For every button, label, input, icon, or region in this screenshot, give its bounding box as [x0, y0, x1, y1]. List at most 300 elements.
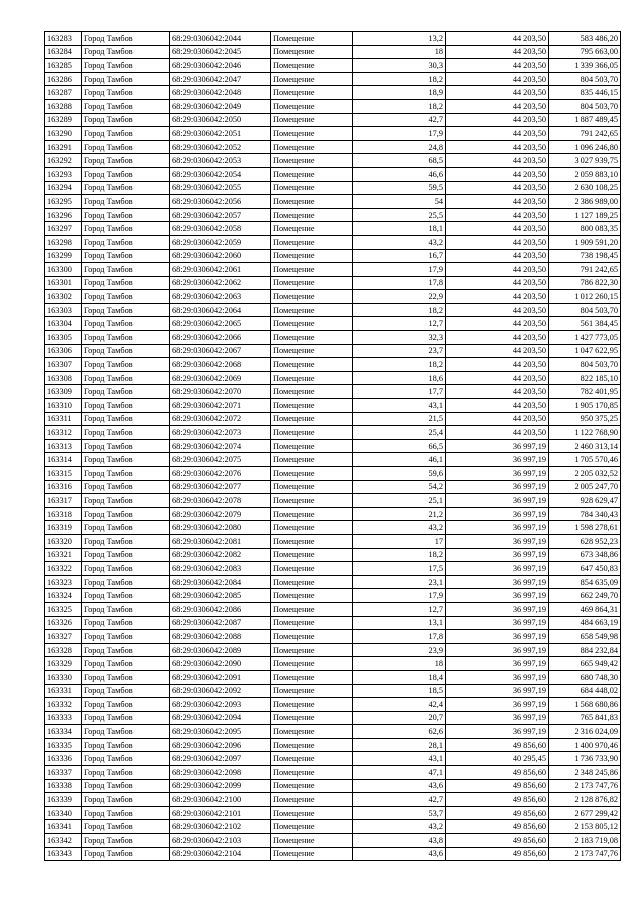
- table-row: [45, 140, 621, 154]
- cadastral-number-cell: 68:29:0306042:2076: [170, 467, 271, 481]
- area-cell: 17,8: [353, 630, 446, 644]
- price-per-sqm-cell: 36 997,19: [446, 521, 549, 535]
- city-cell: Город Тамбов: [82, 698, 170, 712]
- area-cell: 18,2: [353, 548, 446, 562]
- cadastral-number-cell: 68:29:0306042:2098: [170, 766, 271, 780]
- area-cell: 54,2: [353, 480, 446, 494]
- object-type-cell: Помещение: [271, 752, 353, 766]
- cadastral-number-cell: 68:29:0306042:2094: [170, 711, 271, 725]
- cadastral-number-cell: 68:29:0306042:2046: [170, 59, 271, 73]
- table-row: [45, 534, 621, 548]
- price-per-sqm-cell: 44 203,50: [446, 235, 549, 249]
- object-type-cell: Помещение: [271, 412, 353, 426]
- price-per-sqm-cell: 44 203,50: [446, 181, 549, 195]
- record-id-cell: 163312: [45, 426, 82, 440]
- cadastral-value-cell: 665 949,42: [549, 657, 621, 671]
- cadastral-value-cell: 1 127 189,25: [549, 208, 621, 222]
- cadastral-value-cell: 765 841,83: [549, 711, 621, 725]
- city-cell: Город Тамбов: [82, 752, 170, 766]
- cadastral-value-cell: 662 249,70: [549, 589, 621, 603]
- city-cell: Город Тамбов: [82, 317, 170, 331]
- cadastral-number-cell: 68:29:0306042:2096: [170, 738, 271, 752]
- cadastral-number-cell: 68:29:0306042:2074: [170, 439, 271, 453]
- area-cell: 18,2: [353, 358, 446, 372]
- area-cell: 18,2: [353, 99, 446, 113]
- cadastral-value-cell: 804 503,70: [549, 303, 621, 317]
- record-id-cell: 163301: [45, 276, 82, 290]
- record-id-cell: 163342: [45, 834, 82, 848]
- record-id-cell: 163333: [45, 711, 82, 725]
- record-id-cell: 163334: [45, 725, 82, 739]
- table-row: [45, 72, 621, 86]
- area-cell: 17,8: [353, 276, 446, 290]
- table-row: [45, 317, 621, 331]
- table-row: [45, 616, 621, 630]
- area-cell: 12,7: [353, 317, 446, 331]
- record-id-cell: 163319: [45, 521, 82, 535]
- cadastral-number-cell: 68:29:0306042:2087: [170, 616, 271, 630]
- object-type-cell: Помещение: [271, 181, 353, 195]
- object-type-cell: Помещение: [271, 385, 353, 399]
- price-per-sqm-cell: 49 856,60: [446, 738, 549, 752]
- cadastral-number-cell: 68:29:0306042:2048: [170, 86, 271, 100]
- city-cell: Город Тамбов: [82, 711, 170, 725]
- record-id-cell: 163311: [45, 412, 82, 426]
- record-id-cell: 163316: [45, 480, 82, 494]
- cadastral-number-cell: 68:29:0306042:2069: [170, 371, 271, 385]
- object-type-cell: Помещение: [271, 276, 353, 290]
- object-type-cell: Помещение: [271, 507, 353, 521]
- city-cell: Город Тамбов: [82, 643, 170, 657]
- cadastral-number-cell: 68:29:0306042:2052: [170, 140, 271, 154]
- price-per-sqm-cell: 40 295,45: [446, 752, 549, 766]
- object-type-cell: Помещение: [271, 127, 353, 141]
- record-id-cell: 163288: [45, 99, 82, 113]
- price-per-sqm-cell: 36 997,19: [446, 575, 549, 589]
- table-row: [45, 167, 621, 181]
- record-id-cell: 163336: [45, 752, 82, 766]
- city-cell: Город Тамбов: [82, 154, 170, 168]
- table-row: [45, 45, 621, 59]
- cadastral-value-cell: 800 083,35: [549, 222, 621, 236]
- table-row: [45, 385, 621, 399]
- object-type-cell: Помещение: [271, 45, 353, 59]
- cadastral-number-cell: 68:29:0306042:2057: [170, 208, 271, 222]
- area-cell: 43,2: [353, 235, 446, 249]
- table-row: [45, 589, 621, 603]
- object-type-cell: Помещение: [271, 331, 353, 345]
- area-cell: 23,7: [353, 344, 446, 358]
- city-cell: Город Тамбов: [82, 113, 170, 127]
- area-cell: 21,2: [353, 507, 446, 521]
- area-cell: 18: [353, 45, 446, 59]
- cadastral-number-cell: 68:29:0306042:2091: [170, 670, 271, 684]
- cadastral-number-cell: 68:29:0306042:2058: [170, 222, 271, 236]
- record-id-cell: 163329: [45, 657, 82, 671]
- price-per-sqm-cell: 36 997,19: [446, 480, 549, 494]
- city-cell: Город Тамбов: [82, 534, 170, 548]
- cadastral-number-cell: 68:29:0306042:2059: [170, 235, 271, 249]
- area-cell: 42,4: [353, 698, 446, 712]
- cadastral-value-cell: 2 059 883,10: [549, 167, 621, 181]
- record-id-cell: 163339: [45, 793, 82, 807]
- area-cell: 18,1: [353, 222, 446, 236]
- price-per-sqm-cell: 44 203,50: [446, 86, 549, 100]
- city-cell: Город Тамбов: [82, 72, 170, 86]
- city-cell: Город Тамбов: [82, 222, 170, 236]
- table-row: [45, 127, 621, 141]
- cadastral-value-cell: 2 183 719,08: [549, 834, 621, 848]
- record-id-cell: 163302: [45, 290, 82, 304]
- city-cell: Город Тамбов: [82, 834, 170, 848]
- area-cell: 17,7: [353, 385, 446, 399]
- price-per-sqm-cell: 44 203,50: [446, 127, 549, 141]
- city-cell: Город Тамбов: [82, 439, 170, 453]
- object-type-cell: Помещение: [271, 467, 353, 481]
- table-row: [45, 249, 621, 263]
- city-cell: Город Тамбов: [82, 99, 170, 113]
- object-type-cell: Помещение: [271, 371, 353, 385]
- object-type-cell: Помещение: [271, 195, 353, 209]
- table-row: [45, 711, 621, 725]
- city-cell: Город Тамбов: [82, 331, 170, 345]
- cadastral-number-cell: 68:29:0306042:2095: [170, 725, 271, 739]
- area-cell: 53,7: [353, 806, 446, 820]
- record-id-cell: 163330: [45, 670, 82, 684]
- cadastral-number-cell: 68:29:0306042:2068: [170, 358, 271, 372]
- table-row: [45, 290, 621, 304]
- cadastral-value-cell: 1 705 570,46: [549, 453, 621, 467]
- record-id-cell: 163291: [45, 140, 82, 154]
- table-row: [45, 303, 621, 317]
- cadastral-number-cell: 68:29:0306042:2085: [170, 589, 271, 603]
- area-cell: 18: [353, 657, 446, 671]
- table-row: [45, 99, 621, 113]
- table-row: [45, 59, 621, 73]
- cadastral-number-cell: 68:29:0306042:2079: [170, 507, 271, 521]
- cadastral-value-cell: 2 173 747,76: [549, 847, 621, 861]
- city-cell: Город Тамбов: [82, 521, 170, 535]
- object-type-cell: Помещение: [271, 847, 353, 861]
- cadastral-value-cell: 1 905 170,85: [549, 399, 621, 413]
- price-per-sqm-cell: 44 203,50: [446, 371, 549, 385]
- city-cell: Город Тамбов: [82, 820, 170, 834]
- cadastral-value-cell: 583 486,20: [549, 32, 621, 46]
- cadastral-value-cell: 738 198,45: [549, 249, 621, 263]
- cadastral-value-cell: 1 598 278,61: [549, 521, 621, 535]
- record-id-cell: 163287: [45, 86, 82, 100]
- record-id-cell: 163284: [45, 45, 82, 59]
- object-type-cell: Помещение: [271, 698, 353, 712]
- record-id-cell: 163289: [45, 113, 82, 127]
- cadastral-number-cell: 68:29:0306042:2090: [170, 657, 271, 671]
- price-per-sqm-cell: 36 997,19: [446, 698, 549, 712]
- record-id-cell: 163286: [45, 72, 82, 86]
- cadastral-number-cell: 68:29:0306042:2044: [170, 32, 271, 46]
- record-id-cell: 163340: [45, 806, 82, 820]
- record-id-cell: 163285: [45, 59, 82, 73]
- price-per-sqm-cell: 49 856,60: [446, 847, 549, 861]
- cadastral-number-cell: 68:29:0306042:2101: [170, 806, 271, 820]
- record-id-cell: 163303: [45, 303, 82, 317]
- object-type-cell: Помещение: [271, 684, 353, 698]
- cadastral-number-cell: 68:29:0306042:2081: [170, 534, 271, 548]
- table-row: [45, 453, 621, 467]
- object-type-cell: Помещение: [271, 657, 353, 671]
- cadastral-value-cell: 1 122 768,90: [549, 426, 621, 440]
- price-per-sqm-cell: 44 203,50: [446, 154, 549, 168]
- cadastral-number-cell: 68:29:0306042:2053: [170, 154, 271, 168]
- price-per-sqm-cell: 36 997,19: [446, 548, 549, 562]
- record-id-cell: 163293: [45, 167, 82, 181]
- cadastral-value-cell: 561 384,45: [549, 317, 621, 331]
- table-row: [45, 86, 621, 100]
- price-per-sqm-cell: 44 203,50: [446, 195, 549, 209]
- cadastral-value-cell: 854 635,09: [549, 575, 621, 589]
- object-type-cell: Помещение: [271, 711, 353, 725]
- price-per-sqm-cell: 44 203,50: [446, 303, 549, 317]
- area-cell: 13,1: [353, 616, 446, 630]
- area-cell: 25,1: [353, 494, 446, 508]
- city-cell: Город Тамбов: [82, 507, 170, 521]
- price-per-sqm-cell: 44 203,50: [446, 208, 549, 222]
- area-cell: 17,5: [353, 562, 446, 576]
- area-cell: 24,8: [353, 140, 446, 154]
- cadastral-value-cell: 2 386 989,00: [549, 195, 621, 209]
- city-cell: Город Тамбов: [82, 548, 170, 562]
- price-per-sqm-cell: 44 203,50: [446, 412, 549, 426]
- cadastral-number-cell: 68:29:0306042:2072: [170, 412, 271, 426]
- price-per-sqm-cell: 44 203,50: [446, 113, 549, 127]
- price-per-sqm-cell: 44 203,50: [446, 290, 549, 304]
- area-cell: 54: [353, 195, 446, 209]
- cadastral-value-cell: 804 503,70: [549, 99, 621, 113]
- price-per-sqm-cell: 44 203,50: [446, 385, 549, 399]
- cadastral-value-cell: 469 864,31: [549, 602, 621, 616]
- cadastral-number-cell: 68:29:0306042:2097: [170, 752, 271, 766]
- cadastral-number-cell: 68:29:0306042:2093: [170, 698, 271, 712]
- record-id-cell: 163304: [45, 317, 82, 331]
- object-type-cell: Помещение: [271, 834, 353, 848]
- city-cell: Город Тамбов: [82, 45, 170, 59]
- cadastral-value-cell: 1 736 733,90: [549, 752, 621, 766]
- area-cell: 46,1: [353, 453, 446, 467]
- area-cell: 16,7: [353, 249, 446, 263]
- cadastral-value-cell: 1 427 773,05: [549, 331, 621, 345]
- table-row: [45, 521, 621, 535]
- object-type-cell: Помещение: [271, 534, 353, 548]
- object-type-cell: Помещение: [271, 725, 353, 739]
- price-per-sqm-cell: 36 997,19: [446, 643, 549, 657]
- price-per-sqm-cell: 36 997,19: [446, 453, 549, 467]
- price-per-sqm-cell: 49 856,60: [446, 834, 549, 848]
- cadastral-number-cell: 68:29:0306042:2080: [170, 521, 271, 535]
- city-cell: Город Тамбов: [82, 657, 170, 671]
- record-id-cell: 163309: [45, 385, 82, 399]
- cadastral-value-cell: 786 822,30: [549, 276, 621, 290]
- object-type-cell: Помещение: [271, 738, 353, 752]
- object-type-cell: Помещение: [271, 766, 353, 780]
- city-cell: Город Тамбов: [82, 249, 170, 263]
- record-id-cell: 163315: [45, 467, 82, 481]
- area-cell: 43,2: [353, 521, 446, 535]
- area-cell: 46,6: [353, 167, 446, 181]
- table-row: [45, 412, 621, 426]
- cadastral-value-cell: 484 663,19: [549, 616, 621, 630]
- price-per-sqm-cell: 44 203,50: [446, 99, 549, 113]
- table-row: [45, 222, 621, 236]
- cadastral-number-cell: 68:29:0306042:2089: [170, 643, 271, 657]
- cadastral-number-cell: 68:29:0306042:2061: [170, 263, 271, 277]
- object-type-cell: Помещение: [271, 99, 353, 113]
- object-type-cell: Помещение: [271, 453, 353, 467]
- cadastral-number-cell: 68:29:0306042:2047: [170, 72, 271, 86]
- table-row: [45, 766, 621, 780]
- table-row: [45, 643, 621, 657]
- property-table: [44, 31, 621, 861]
- area-cell: 43,8: [353, 834, 446, 848]
- record-id-cell: 163331: [45, 684, 82, 698]
- table-row: [45, 752, 621, 766]
- area-cell: 30,3: [353, 59, 446, 73]
- table-row: [45, 181, 621, 195]
- table-row: [45, 344, 621, 358]
- price-per-sqm-cell: 49 856,60: [446, 779, 549, 793]
- city-cell: Город Тамбов: [82, 263, 170, 277]
- cadastral-number-cell: 68:29:0306042:2062: [170, 276, 271, 290]
- city-cell: Город Тамбов: [82, 208, 170, 222]
- cadastral-value-cell: 1 568 680,86: [549, 698, 621, 712]
- object-type-cell: Помещение: [271, 630, 353, 644]
- object-type-cell: Помещение: [271, 290, 353, 304]
- price-per-sqm-cell: 36 997,19: [446, 534, 549, 548]
- area-cell: 18,2: [353, 72, 446, 86]
- city-cell: Город Тамбов: [82, 616, 170, 630]
- cadastral-number-cell: 68:29:0306042:2103: [170, 834, 271, 848]
- object-type-cell: Помещение: [271, 439, 353, 453]
- record-id-cell: 163283: [45, 32, 82, 46]
- table-row: [45, 358, 621, 372]
- cadastral-number-cell: 68:29:0306042:2055: [170, 181, 271, 195]
- price-per-sqm-cell: 44 203,50: [446, 263, 549, 277]
- area-cell: 12,7: [353, 602, 446, 616]
- object-type-cell: Помещение: [271, 779, 353, 793]
- city-cell: Город Тамбов: [82, 290, 170, 304]
- area-cell: 43,1: [353, 399, 446, 413]
- object-type-cell: Помещение: [271, 793, 353, 807]
- area-cell: 25,5: [353, 208, 446, 222]
- cadastral-value-cell: 2 677 299,42: [549, 806, 621, 820]
- cadastral-number-cell: 68:29:0306042:2064: [170, 303, 271, 317]
- cadastral-value-cell: 1 047 622,95: [549, 344, 621, 358]
- cadastral-number-cell: 68:29:0306042:2073: [170, 426, 271, 440]
- table-row: [45, 467, 621, 481]
- price-per-sqm-cell: 49 856,60: [446, 820, 549, 834]
- cadastral-number-cell: 68:29:0306042:2083: [170, 562, 271, 576]
- price-per-sqm-cell: 36 997,19: [446, 467, 549, 481]
- cadastral-number-cell: 68:29:0306042:2060: [170, 249, 271, 263]
- record-id-cell: 163313: [45, 439, 82, 453]
- cadastral-value-cell: 2 348 245,86: [549, 766, 621, 780]
- price-per-sqm-cell: 36 997,19: [446, 711, 549, 725]
- record-id-cell: 163341: [45, 820, 82, 834]
- city-cell: Город Тамбов: [82, 806, 170, 820]
- table-row: [45, 847, 621, 861]
- price-per-sqm-cell: 44 203,50: [446, 276, 549, 290]
- cadastral-value-cell: 3 027 939,75: [549, 154, 621, 168]
- record-id-cell: 163320: [45, 534, 82, 548]
- record-id-cell: 163324: [45, 589, 82, 603]
- city-cell: Город Тамбов: [82, 412, 170, 426]
- city-cell: Город Тамбов: [82, 181, 170, 195]
- price-per-sqm-cell: 44 203,50: [446, 59, 549, 73]
- object-type-cell: Помещение: [271, 86, 353, 100]
- object-type-cell: Помещение: [271, 113, 353, 127]
- record-id-cell: 163327: [45, 630, 82, 644]
- city-cell: Город Тамбов: [82, 684, 170, 698]
- city-cell: Город Тамбов: [82, 738, 170, 752]
- cadastral-value-cell: 795 663,00: [549, 45, 621, 59]
- table-row: [45, 331, 621, 345]
- cadastral-number-cell: 68:29:0306042:2086: [170, 602, 271, 616]
- price-per-sqm-cell: 44 203,50: [446, 399, 549, 413]
- record-id-cell: 163305: [45, 331, 82, 345]
- city-cell: Город Тамбов: [82, 344, 170, 358]
- record-id-cell: 163318: [45, 507, 82, 521]
- area-cell: 42,7: [353, 113, 446, 127]
- object-type-cell: Помещение: [271, 589, 353, 603]
- price-per-sqm-cell: 36 997,19: [446, 670, 549, 684]
- table-row: [45, 399, 621, 413]
- record-id-cell: 163300: [45, 263, 82, 277]
- area-cell: 42,7: [353, 793, 446, 807]
- object-type-cell: Помещение: [271, 344, 353, 358]
- cadastral-number-cell: 68:29:0306042:2065: [170, 317, 271, 331]
- area-cell: 66,5: [353, 439, 446, 453]
- object-type-cell: Помещение: [271, 670, 353, 684]
- price-per-sqm-cell: 36 997,19: [446, 507, 549, 521]
- object-type-cell: Помещение: [271, 643, 353, 657]
- cadastral-number-cell: 68:29:0306042:2077: [170, 480, 271, 494]
- record-id-cell: 163326: [45, 616, 82, 630]
- city-cell: Город Тамбов: [82, 779, 170, 793]
- cadastral-number-cell: 68:29:0306042:2049: [170, 99, 271, 113]
- record-id-cell: 163292: [45, 154, 82, 168]
- city-cell: Город Тамбов: [82, 725, 170, 739]
- object-type-cell: Помещение: [271, 208, 353, 222]
- price-per-sqm-cell: 36 997,19: [446, 684, 549, 698]
- cadastral-number-cell: 68:29:0306042:2063: [170, 290, 271, 304]
- record-id-cell: 163328: [45, 643, 82, 657]
- object-type-cell: Помещение: [271, 562, 353, 576]
- area-cell: 28,1: [353, 738, 446, 752]
- table-row: [45, 235, 621, 249]
- record-id-cell: 163321: [45, 548, 82, 562]
- city-cell: Город Тамбов: [82, 575, 170, 589]
- object-type-cell: Помещение: [271, 59, 353, 73]
- table-row: [45, 494, 621, 508]
- area-cell: 18,6: [353, 371, 446, 385]
- area-cell: 18,2: [353, 303, 446, 317]
- record-id-cell: 163323: [45, 575, 82, 589]
- city-cell: Город Тамбов: [82, 385, 170, 399]
- area-cell: 17: [353, 534, 446, 548]
- table-row: [45, 208, 621, 222]
- object-type-cell: Помещение: [271, 222, 353, 236]
- table-row: [45, 575, 621, 589]
- object-type-cell: Помещение: [271, 494, 353, 508]
- price-per-sqm-cell: 36 997,19: [446, 657, 549, 671]
